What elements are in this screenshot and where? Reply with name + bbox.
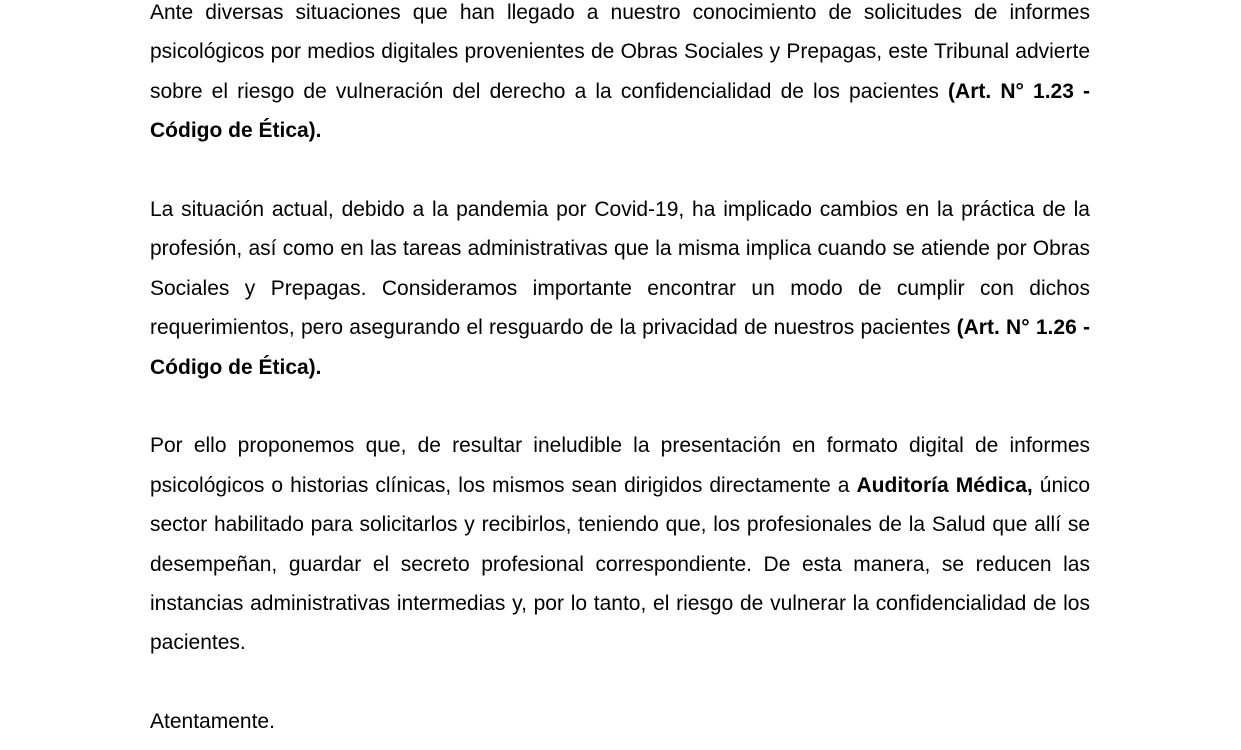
paragraph-text: Por ello proponemos que, de resultar ineludible la presentación en formato digital de informes psicológicos o historias clínicas, los mismos sean dirigidos directamente a [150,434,1090,497]
paragraph-text: La situación actual, debido a la pandemia por Covid-19, ha implicado cambios en la práctica de la profesión, así como en las tareas administrativas que la misma implica cuando se atiende por Obras Sociales y Prepagas. Consideramos importante encontrar un modo de cumplir con dichos requerimientos, pero asegurando el resguardo de la privacidad de nuestros pacientes [150,198,1090,340]
paragraph-text: único sector habilitado para solicitarlos y recibirlos, teniendo que, los profesionales de la Salud que allí se desempeñan, guardar el secreto profesional correspondiente. De esta manera, se reducen las instancias administrativas intermedias y, por lo tanto, el riesgo de vulnerar la confidencialidad de los pacientes. [150,473,1090,655]
medical-audit-emphasis: Auditoría Médica, [856,473,1033,497]
paragraph-pandemic-context [150,190,1090,387]
paragraph-confidentiality-warning [150,0,1090,151]
document-page [150,0,1090,742]
ethics-code-reference: (Art. N° 1.23 - Código de Ética). [150,79,1090,143]
paragraph-proposal [150,426,1090,662]
paragraph-text: Ante diversas situaciones que han llegado a nuestro conocimiento de solicitudes de informes psicológicos por medios digitales provenientes de Obras Sociales y Prepagas, este Tribunal advierte sobre el riesgo de vulneración del derecho a la confidencialidad de los pacientes [150,1,1090,103]
closing-salutation: Atentamente. [150,710,275,734]
ethics-code-reference: (Art. N° 1.26 - Código de Ética). [150,316,1090,379]
